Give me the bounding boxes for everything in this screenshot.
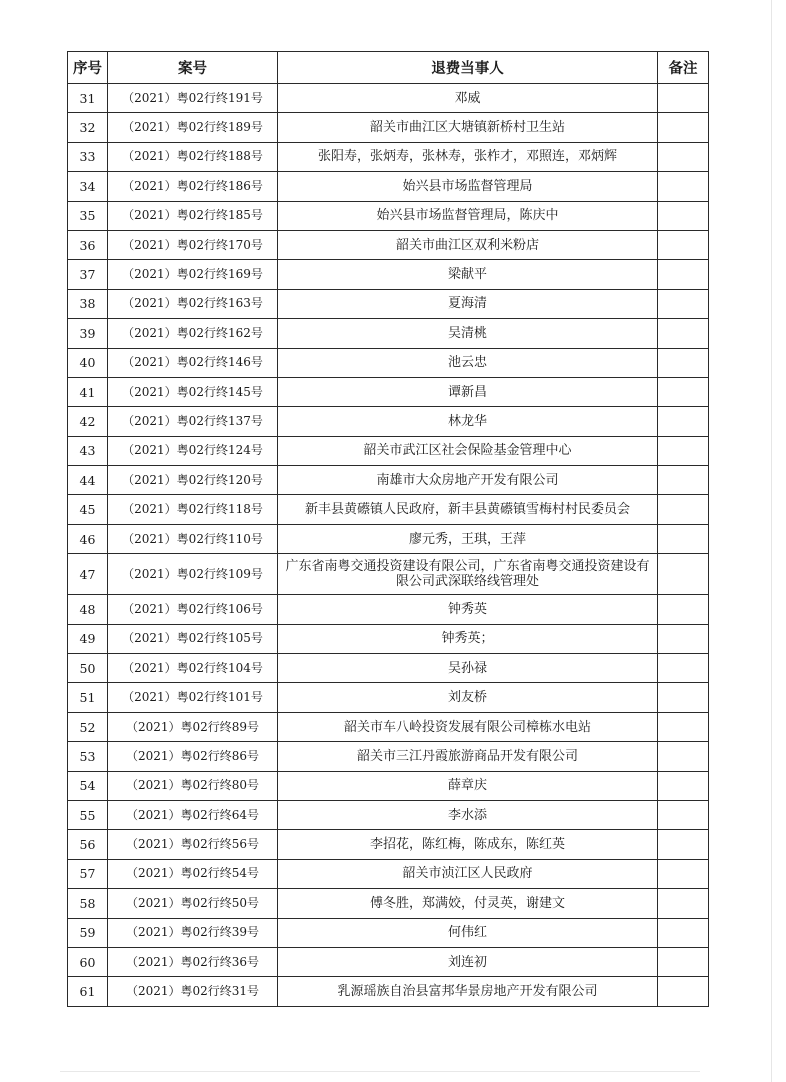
page-edge-line xyxy=(771,0,772,1082)
table-row xyxy=(68,947,709,976)
row-remark-cell xyxy=(658,889,709,918)
row-remark-cell xyxy=(658,524,709,553)
row-remark-cell xyxy=(658,830,709,859)
row-party-cell: 韶关市车八岭投资发展有限公司樟栋水电站 xyxy=(278,712,658,741)
header-remark: 备注 xyxy=(658,52,709,84)
row-seq-cell: 49 xyxy=(68,624,108,653)
row-case-no-cell: （2021）粤02行终64号 xyxy=(108,800,278,829)
row-seq-cell: 53 xyxy=(68,742,108,771)
row-party-cell: 薛章庆 xyxy=(278,771,658,800)
row-remark-cell xyxy=(658,742,709,771)
row-remark-cell xyxy=(658,495,709,524)
table-row xyxy=(68,348,709,377)
table-row xyxy=(68,466,709,495)
row-party-cell: 新丰县黄礤镇人民政府，新丰县黄礤镇雪梅村村民委员会 xyxy=(278,495,658,524)
row-remark-cell xyxy=(658,554,709,595)
row-party-cell: 钟秀英； xyxy=(278,624,658,653)
row-remark-cell xyxy=(658,172,709,201)
row-case-no-cell: （2021）粤02行终191号 xyxy=(108,84,278,113)
row-seq-cell: 60 xyxy=(68,947,108,976)
row-seq-cell: 37 xyxy=(68,260,108,289)
header-case-no: 案号 xyxy=(108,52,278,84)
table-row xyxy=(68,436,709,465)
row-seq-cell: 34 xyxy=(68,172,108,201)
row-remark-cell xyxy=(658,595,709,624)
row-party-cell: 夏海清 xyxy=(278,289,658,318)
row-party-cell: 韶关市曲江区双利米粉店 xyxy=(278,230,658,259)
table-row xyxy=(68,113,709,142)
row-seq-cell: 54 xyxy=(68,771,108,800)
row-party-cell: 刘连初 xyxy=(278,947,658,976)
row-remark-cell xyxy=(658,624,709,653)
row-case-no-cell: （2021）粤02行终162号 xyxy=(108,319,278,348)
row-seq-cell: 48 xyxy=(68,595,108,624)
row-remark-cell xyxy=(658,977,709,1006)
row-remark-cell xyxy=(658,771,709,800)
row-party-cell: 钟秀英 xyxy=(278,595,658,624)
row-case-no-cell: （2021）粤02行终109号 xyxy=(108,554,278,595)
row-seq-cell: 51 xyxy=(68,683,108,712)
row-case-no-cell: （2021）粤02行终39号 xyxy=(108,918,278,947)
row-party-cell: 谭新昌 xyxy=(278,377,658,406)
row-case-no-cell: （2021）粤02行终89号 xyxy=(108,712,278,741)
row-seq-cell: 33 xyxy=(68,142,108,171)
row-seq-cell: 39 xyxy=(68,319,108,348)
row-party-cell: 始兴县市场监督管理局，陈庆中 xyxy=(278,201,658,230)
row-case-no-cell: （2021）粤02行终110号 xyxy=(108,524,278,553)
table-row xyxy=(68,624,709,653)
table-row xyxy=(68,142,709,171)
table-row xyxy=(68,918,709,947)
row-seq-cell: 57 xyxy=(68,859,108,888)
row-seq-cell: 32 xyxy=(68,113,108,142)
row-party-cell: 韶关市武江区社会保险基金管理中心 xyxy=(278,436,658,465)
row-case-no-cell: （2021）粤02行终54号 xyxy=(108,859,278,888)
row-remark-cell xyxy=(658,654,709,683)
row-case-no-cell: （2021）粤02行终56号 xyxy=(108,830,278,859)
row-case-no-cell: （2021）粤02行终86号 xyxy=(108,742,278,771)
row-case-no-cell: （2021）粤02行终101号 xyxy=(108,683,278,712)
page-bottom-line xyxy=(60,1071,700,1072)
row-case-no-cell: （2021）粤02行终31号 xyxy=(108,977,278,1006)
row-remark-cell xyxy=(658,289,709,318)
row-seq-cell: 55 xyxy=(68,800,108,829)
row-party-cell: 吴孙禄 xyxy=(278,654,658,683)
table-row xyxy=(68,289,709,318)
table-row xyxy=(68,800,709,829)
row-case-no-cell: （2021）粤02行终36号 xyxy=(108,947,278,976)
row-case-no-cell: （2021）粤02行终145号 xyxy=(108,377,278,406)
table-row xyxy=(68,977,709,1006)
header-party: 退费当事人 xyxy=(278,52,658,84)
table-row xyxy=(68,554,709,595)
table-row xyxy=(68,524,709,553)
table-row xyxy=(68,595,709,624)
row-seq-cell: 50 xyxy=(68,654,108,683)
row-case-no-cell: （2021）粤02行终170号 xyxy=(108,230,278,259)
row-seq-cell: 35 xyxy=(68,201,108,230)
row-case-no-cell: （2021）粤02行终104号 xyxy=(108,654,278,683)
row-party-cell: 张阳寿，张炳寿，张林寿，张柞才，邓照连，邓炳辉 xyxy=(278,142,658,171)
row-remark-cell xyxy=(658,800,709,829)
row-party-cell: 广东省南粤交通投资建设有限公司，广东省南粤交通投资建设有限公司武深联络线管理处 xyxy=(278,554,658,595)
row-remark-cell xyxy=(658,348,709,377)
row-case-no-cell: （2021）粤02行终105号 xyxy=(108,624,278,653)
row-seq-cell: 61 xyxy=(68,977,108,1006)
row-case-no-cell: （2021）粤02行终118号 xyxy=(108,495,278,524)
row-seq-cell: 59 xyxy=(68,918,108,947)
row-party-cell: 吴清桃 xyxy=(278,319,658,348)
table-row xyxy=(68,319,709,348)
row-party-cell: 刘友桥 xyxy=(278,683,658,712)
row-remark-cell xyxy=(658,201,709,230)
row-case-no-cell: （2021）粤02行终185号 xyxy=(108,201,278,230)
table-row xyxy=(68,201,709,230)
table-row xyxy=(68,742,709,771)
row-party-cell: 南雄市大众房地产开发有限公司 xyxy=(278,466,658,495)
row-remark-cell xyxy=(658,230,709,259)
header-seq: 序号 xyxy=(68,52,108,84)
row-remark-cell xyxy=(658,260,709,289)
table-row xyxy=(68,654,709,683)
row-case-no-cell: （2021）粤02行终163号 xyxy=(108,289,278,318)
table-row xyxy=(68,771,709,800)
row-case-no-cell: （2021）粤02行终186号 xyxy=(108,172,278,201)
table-row xyxy=(68,712,709,741)
row-case-no-cell: （2021）粤02行终50号 xyxy=(108,889,278,918)
row-party-cell: 邓威 xyxy=(278,84,658,113)
row-case-no-cell: （2021）粤02行终189号 xyxy=(108,113,278,142)
row-remark-cell xyxy=(658,407,709,436)
table-row xyxy=(68,172,709,201)
row-party-cell: 廖元秀，王琪，王萍 xyxy=(278,524,658,553)
row-party-cell: 始兴县市场监督管理局 xyxy=(278,172,658,201)
row-case-no-cell: （2021）粤02行终169号 xyxy=(108,260,278,289)
table-row xyxy=(68,84,709,113)
row-remark-cell xyxy=(658,142,709,171)
row-party-cell: 何伟红 xyxy=(278,918,658,947)
row-remark-cell xyxy=(658,377,709,406)
table-row xyxy=(68,889,709,918)
row-remark-cell xyxy=(658,319,709,348)
row-party-cell: 池云忠 xyxy=(278,348,658,377)
table-body xyxy=(68,84,709,1007)
table-row xyxy=(68,260,709,289)
row-remark-cell xyxy=(658,859,709,888)
table-row xyxy=(68,683,709,712)
row-party-cell: 梁献平 xyxy=(278,260,658,289)
row-seq-cell: 31 xyxy=(68,84,108,113)
row-seq-cell: 42 xyxy=(68,407,108,436)
row-party-cell: 韶关市浈江区人民政府 xyxy=(278,859,658,888)
row-case-no-cell: （2021）粤02行终137号 xyxy=(108,407,278,436)
refund-party-table xyxy=(67,51,709,1007)
row-remark-cell xyxy=(658,683,709,712)
row-case-no-cell: （2021）粤02行终124号 xyxy=(108,436,278,465)
row-seq-cell: 46 xyxy=(68,524,108,553)
row-seq-cell: 58 xyxy=(68,889,108,918)
row-case-no-cell: （2021）粤02行终188号 xyxy=(108,142,278,171)
row-remark-cell xyxy=(658,84,709,113)
row-remark-cell xyxy=(658,712,709,741)
row-remark-cell xyxy=(658,113,709,142)
row-seq-cell: 40 xyxy=(68,348,108,377)
row-case-no-cell: （2021）粤02行终106号 xyxy=(108,595,278,624)
row-party-cell: 傅冬胜，郑满姣，付灵英，谢建文 xyxy=(278,889,658,918)
row-case-no-cell: （2021）粤02行终120号 xyxy=(108,466,278,495)
table-row xyxy=(68,859,709,888)
row-case-no-cell: （2021）粤02行终146号 xyxy=(108,348,278,377)
table-row xyxy=(68,407,709,436)
table-row xyxy=(68,830,709,859)
row-seq-cell: 47 xyxy=(68,554,108,595)
row-seq-cell: 41 xyxy=(68,377,108,406)
row-seq-cell: 45 xyxy=(68,495,108,524)
row-seq-cell: 56 xyxy=(68,830,108,859)
row-seq-cell: 38 xyxy=(68,289,108,318)
row-seq-cell: 43 xyxy=(68,436,108,465)
row-remark-cell xyxy=(658,918,709,947)
row-seq-cell: 36 xyxy=(68,230,108,259)
row-party-cell: 李水添 xyxy=(278,800,658,829)
table-row xyxy=(68,495,709,524)
row-seq-cell: 44 xyxy=(68,466,108,495)
row-party-cell: 乳源瑶族自治县富邦华景房地产开发有限公司 xyxy=(278,977,658,1006)
row-party-cell: 李招花，陈红梅，陈成东，陈红英 xyxy=(278,830,658,859)
table-row xyxy=(68,377,709,406)
row-party-cell: 韶关市三江丹霞旅游商品开发有限公司 xyxy=(278,742,658,771)
row-seq-cell: 52 xyxy=(68,712,108,741)
table-row xyxy=(68,230,709,259)
row-remark-cell xyxy=(658,947,709,976)
table-header-row xyxy=(68,52,709,84)
row-party-cell: 林龙华 xyxy=(278,407,658,436)
row-remark-cell xyxy=(658,466,709,495)
row-remark-cell xyxy=(658,436,709,465)
row-case-no-cell: （2021）粤02行终80号 xyxy=(108,771,278,800)
row-party-cell: 韶关市曲江区大塘镇新桥村卫生站 xyxy=(278,113,658,142)
